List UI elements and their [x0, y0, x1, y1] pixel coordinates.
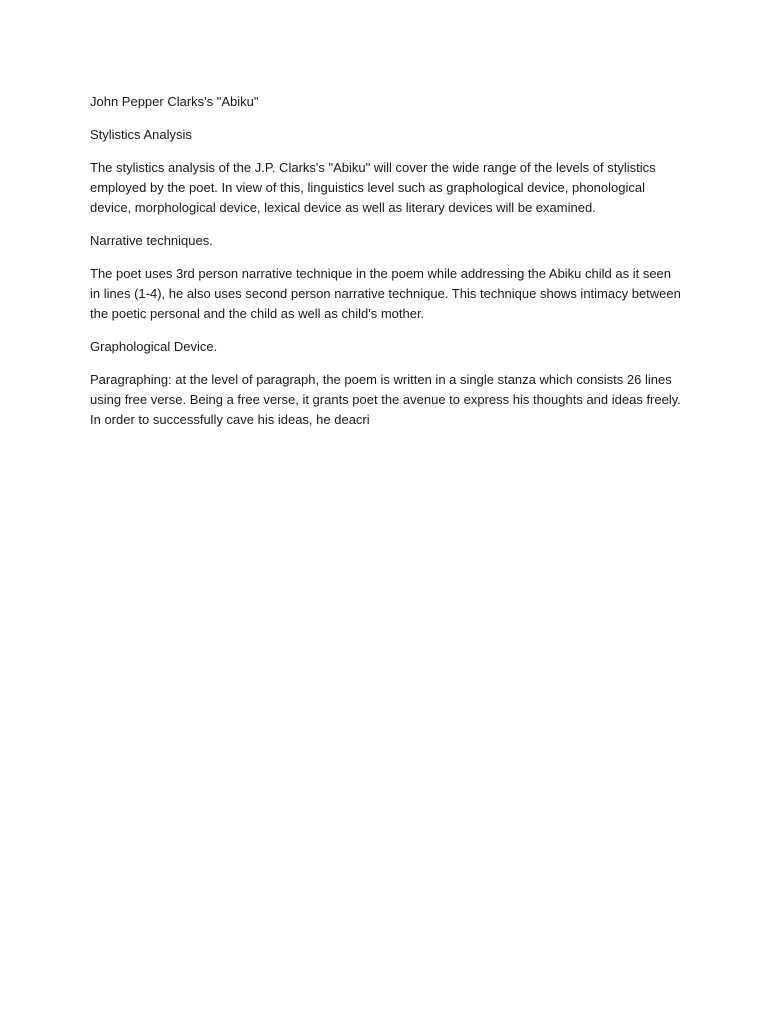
section-heading-narrative: Narrative techniques.: [90, 233, 213, 248]
graphological-paragraph: Paragraphing: at the level of paragraph, the poem is written in a single stanza which consists 26 lines using free verse. Being a free verse, it grants poet the avenue to express his thoughts and ideas freely. In order to successfully cave his ideas, he deacri: [90, 372, 681, 427]
intro-paragraph: The stylistics analysis of the J.P. Clarks's "Abiku" will cover the wide range of the levels of stylistics employed by the poet. In view of this, linguistics level such as graphological device, phonological device, morphological device, lexical device as well as literary devices will be examined.: [90, 160, 656, 215]
section-heading-stylistics: Stylistics Analysis: [90, 127, 192, 142]
document-title: John Pepper Clarks's "Abiku": [90, 94, 259, 109]
narrative-paragraph: The poet uses 3rd person narrative technique in the poem while addressing the Abiku child as it seen in lines (1-4), he also uses second person narrative technique. This technique shows intimacy between the poetic personal and the child as well as child's mother.: [90, 266, 681, 321]
section-heading-graphological: Graphological Device.: [90, 339, 218, 354]
